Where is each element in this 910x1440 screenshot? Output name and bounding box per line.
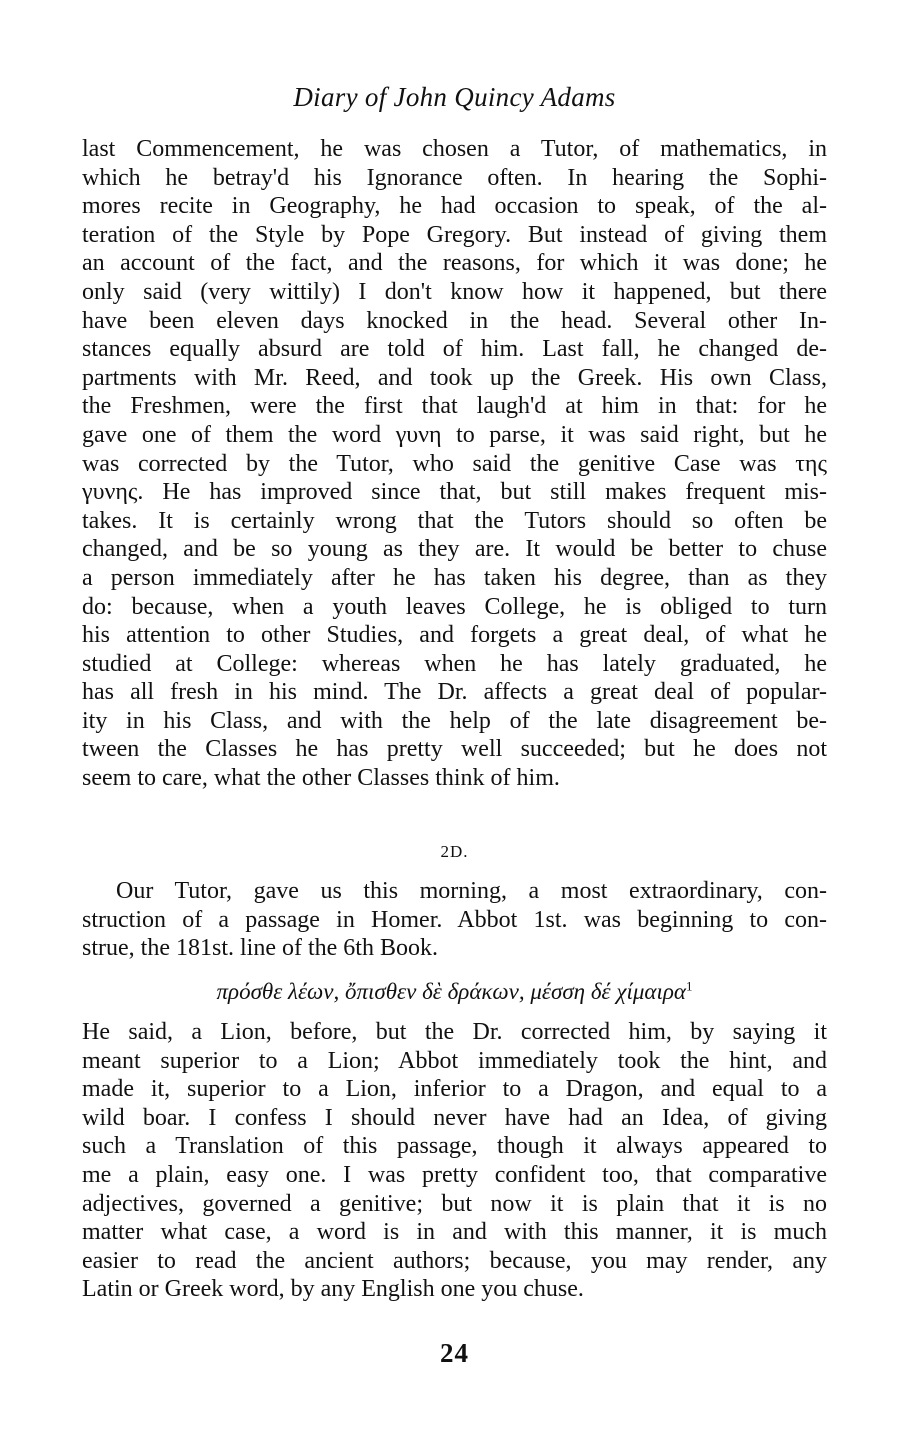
paragraph-2 (82, 877, 827, 963)
paragraph-3 (82, 1018, 827, 1304)
text-line: made it, superior to a Lion, inferior to a Dragon, and equal to a (82, 1076, 827, 1103)
greek-quotation (82, 977, 827, 1007)
text-line: his attention to other Studies, and forgets a great deal, of what he (82, 622, 827, 649)
text-line: do: because, when a youth leaves College, he is obliged to turn (82, 593, 827, 620)
footnote-reference[interactable]: 1 (685, 978, 693, 994)
book-page (82, 0, 827, 1440)
text-line: teration of the Style by Pope Gregory. But instead of giving them (82, 221, 827, 248)
page-number: 24 (440, 1338, 469, 1368)
greek-quote-text: πρόσθε λέων, ὄπισθεν δὲ δράκων, μέσση δέ χίμαιρα (216, 979, 686, 1004)
text-line: strue, the 181st. line of the 6th Book. (82, 935, 438, 962)
text-line: which he betray'd his Ignorance often. In hearing the Sophi- (82, 164, 827, 191)
text-line: gave one of them the word γυνη to parse, it was said right, but he (82, 421, 827, 448)
text-line: me a plain, easy one. I was pretty confident too, that comparative (82, 1161, 827, 1188)
text-line: changed, and be so young as they are. It would be better to chuse (82, 536, 827, 563)
text-line: studied at College: whereas when he has lately graduated, he (82, 650, 827, 677)
text-line: such a Translation of this passage, though it always appeared to (82, 1133, 827, 1160)
text-line: has all fresh in his mind. The Dr. affects a great deal of popular- (82, 679, 827, 706)
text-line: takes. It is certainly wrong that the Tutors should so often be (82, 507, 827, 534)
text-line: easier to read the ancient authors; because, you may render, any (82, 1247, 827, 1274)
text-line: Latin or Greek word, by any English one you chuse. (82, 1276, 584, 1303)
text-line: seem to care, what the other Classes think of him. (82, 765, 560, 792)
text-line: mores recite in Geography, he had occasion to speak, of the al- (82, 193, 827, 220)
text-line: ity in his Class, and with the help of the late disagreement be- (82, 707, 827, 734)
text-line: an account of the fact, and the reasons, for which it was done; he (82, 250, 827, 277)
text-line: wild boar. I confess I should never have had an Idea, of giving (82, 1104, 827, 1131)
text-line: Our Tutor, gave us this morning, a most extraordinary, con- (116, 878, 827, 904)
text-line: matter what case, a word is in and with this manner, it is much (82, 1219, 827, 1246)
paragraph-1 (82, 135, 827, 793)
text-line: stances equally absurd are told of him. Last fall, he changed de- (82, 336, 827, 363)
text-line: He said, a Lion, before, but the Dr. corrected him, by saying it (82, 1019, 827, 1045)
entry-date-heading: 2D. (440, 842, 469, 861)
text-line: adjectives, governed a genitive; but now it is plain that it is no (82, 1190, 827, 1217)
text-line: have been eleven days knocked in the head. Several other In- (82, 307, 827, 334)
text-line: a person immediately after he has taken his degree, than as they (82, 564, 827, 591)
running-head: Diary of John Quincy Adams (293, 82, 616, 112)
text-line: tween the Classes he has pretty well succeeded; but he does not (82, 736, 827, 763)
text-line: only said (very wittily) I don't know how it happened, but there (82, 278, 827, 305)
text-line: struction of a passage in Homer. Abbot 1st. was beginning to con- (82, 906, 827, 933)
text-line: meant superior to a Lion; Abbot immediately took the hint, and (82, 1047, 827, 1074)
text-line: the Freshmen, were the first that laugh'd at him in that: for he (82, 393, 827, 420)
text-line: partments with Mr. Reed, and took up the Greek. His own Class, (82, 364, 827, 391)
text-line: γυνης. He has improved since that, but still makes frequent mis- (82, 479, 827, 506)
text-line: was corrected by the Tutor, who said the genitive Case was της (82, 450, 827, 477)
text-line: last Commencement, he was chosen a Tutor, of mathematics, in (82, 136, 827, 162)
